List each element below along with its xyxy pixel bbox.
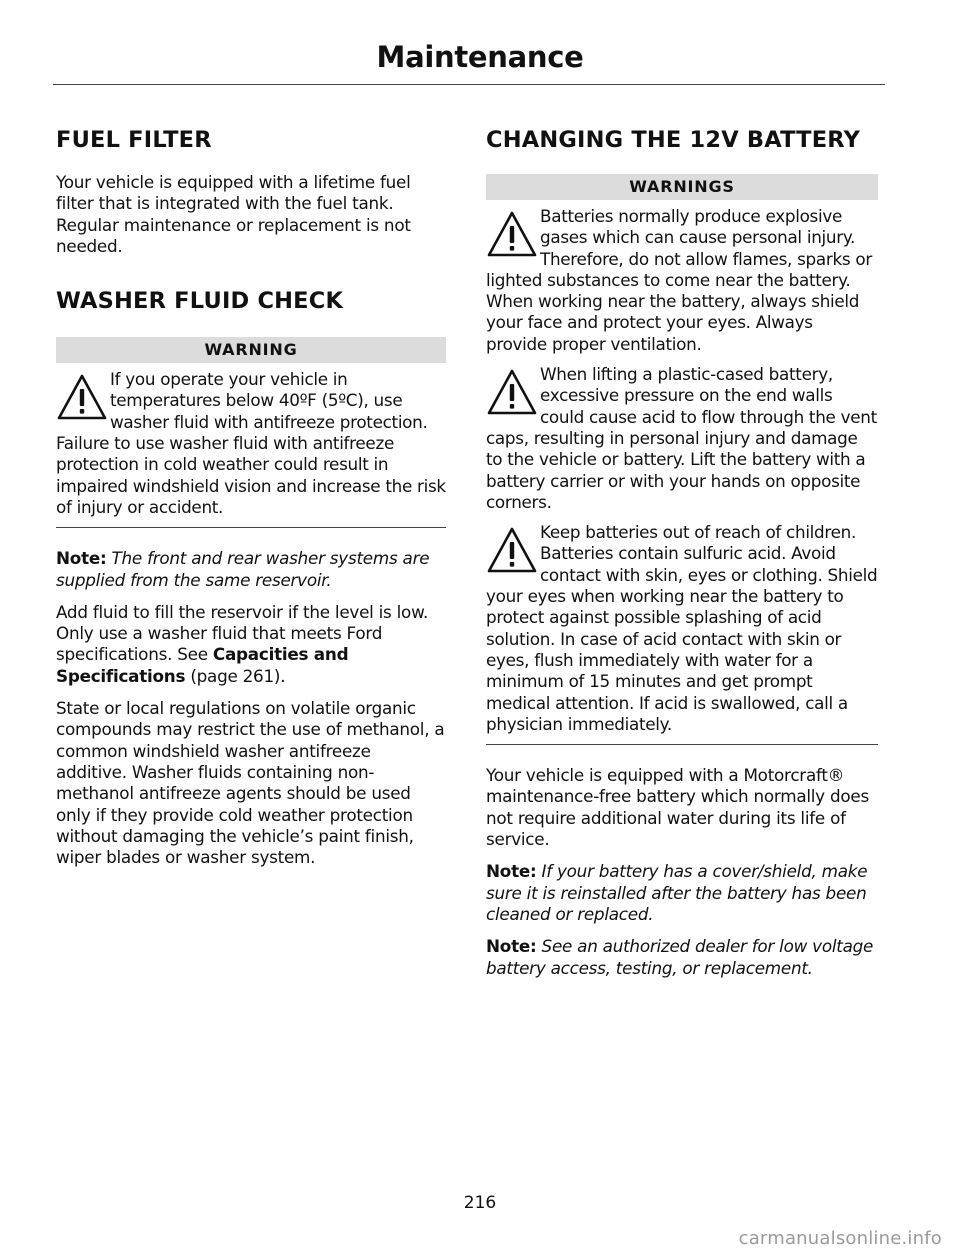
note-text: See an authorized dealer for low voltage battery access, testing, or replacement.	[486, 936, 874, 978]
watermark: carmanualsonline.info	[738, 1228, 942, 1249]
note-label: Note:	[486, 936, 537, 957]
warning-text: If you operate your vehicle in temperatures below 40ºF (5ºC), use washer fluid with antifreeze protection. Failure to use washer fluid with antifreeze protection in cold weather could result in impaired windshield vision and increase the risk of injury or accident.	[56, 369, 446, 517]
fuel-filter-text: Your vehicle is equipped with a lifetime fuel filter that is integrated with the fuel tank. Regular maintenance or replacement is not needed.	[56, 172, 411, 256]
warning-text: Batteries normally produce explosive gases which can cause personal injury. Therefore, do not allow flames, sparks or lighted substances to come near the battery. When working near the battery, always shield your face and protect your eyes. Always provide proper ventilation.	[486, 206, 872, 354]
header-divider	[53, 84, 885, 85]
note-label: Note:	[56, 548, 107, 569]
washer-note	[56, 548, 446, 591]
note-text: If your battery has a cover/shield, make sure it is reinstalled after the battery has been cleaned or replaced.	[486, 861, 868, 924]
battery-note-cover	[486, 861, 878, 925]
warning-end-divider	[56, 527, 446, 528]
note-label: Note:	[486, 861, 537, 882]
add-fluid-text-end: (page 261).	[185, 665, 286, 686]
warning-banner: WARNING	[56, 337, 446, 363]
warning-triangle-icon	[56, 371, 108, 423]
add-fluid-text-start: Add fluid to fill the reservoir if the level is low. Only use a washer fluid that meets Ford specifications. See	[56, 601, 429, 665]
washer-regulations-text: State or local regulations on volatile organic compounds may restrict the use of methanol, a common windshield washer antifreeze additive. Washer fluids containing non-methanol antifreeze agents should be used only if they provide cold weather protection without damaging the vehicle’s paint finish, wiper blades or washer system.	[56, 698, 445, 868]
warning-triangle-icon	[486, 208, 538, 260]
capacities-link[interactable]: Capacities and Specifications	[56, 644, 349, 686]
washer-add-fluid-text	[56, 602, 446, 687]
warning-end-divider	[486, 744, 878, 745]
page-number: 216	[463, 1193, 497, 1213]
washer-fluid-heading: WASHER FLUID CHECK	[56, 288, 344, 315]
warning-text: Keep batteries out of reach of children. Batteries contain sulfuric acid. Avoid contact with skin, eyes or clothing. Shield your eyes when working near the battery to protect against possible splashing of acid solution. In case of acid contact with skin or eyes, flush immediately with water for a minimum of 15 minutes and get prompt medical attention. If acid is swallowed, call a physician immediately.	[486, 522, 878, 734]
page-title: Maintenance	[376, 40, 584, 74]
warning-block	[486, 364, 878, 513]
left-column	[56, 120, 446, 879]
warning-triangle-icon	[486, 366, 538, 418]
warning-text: When lifting a plastic-cased battery, excessive pressure on the end walls could cause acid to flow through the vent caps, resulting in personal injury and damage to the vehicle or battery. Lift the battery with a battery carrier or with your hands on opposite corners.	[486, 364, 877, 512]
battery-heading: CHANGING THE 12V BATTERY	[486, 127, 861, 153]
warning-triangle-icon	[486, 524, 538, 576]
right-column	[486, 120, 878, 990]
warning-block	[486, 206, 878, 355]
battery-text: Your vehicle is equipped with a Motorcraft® maintenance-free battery which normally does not require additional water during its life of service.	[486, 765, 869, 850]
battery-note-dealer	[486, 936, 878, 979]
warning-block	[56, 369, 446, 518]
note-text: The front and rear washer systems are supplied from the same reservoir.	[56, 548, 430, 590]
fuel-filter-heading: FUEL FILTER	[56, 127, 212, 153]
warnings-banner: WARNINGS	[486, 174, 878, 200]
warning-block	[486, 522, 878, 735]
